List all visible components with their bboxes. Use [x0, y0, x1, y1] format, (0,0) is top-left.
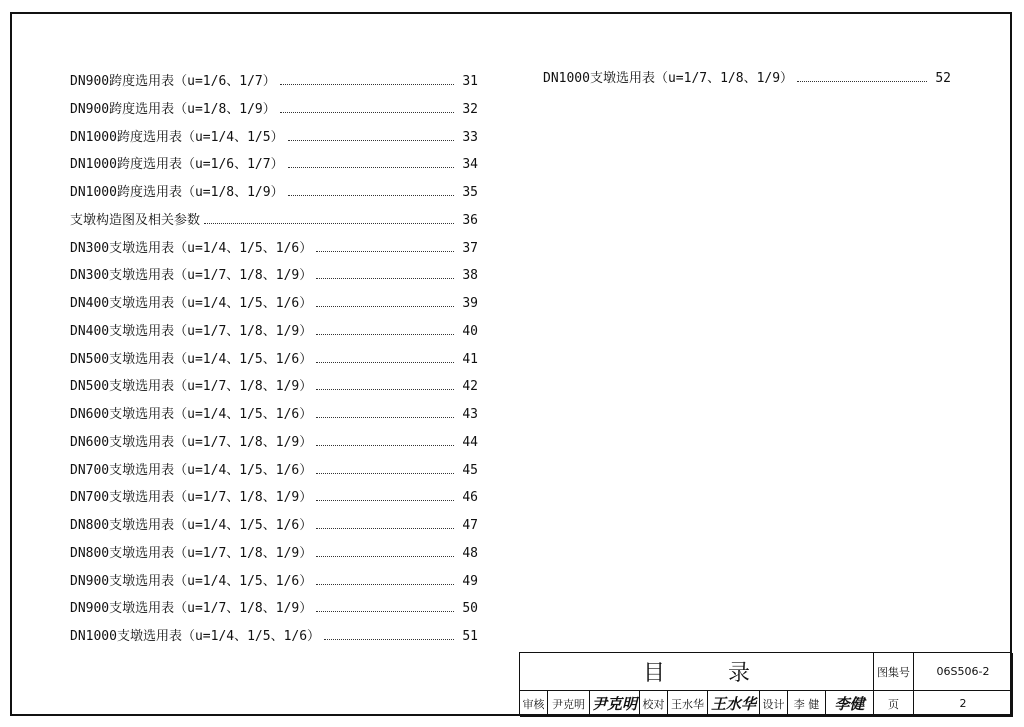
- toc-item-page: 47: [462, 518, 478, 533]
- leader-dots: [797, 81, 927, 82]
- leader-dots: [316, 445, 454, 446]
- toc-item-page: 34: [462, 157, 478, 173]
- toc-item-title: DN800支墩选用表（u=1/4、1/5、1/6）: [70, 518, 313, 533]
- toc-item-title: DN1000跨度选用表（u=1/6、1/7）: [70, 157, 284, 173]
- toc-item-title: 支墩构造图及相关参数: [70, 212, 201, 228]
- toc-item-page: 51: [462, 629, 478, 644]
- toc-item-page: 38: [462, 268, 478, 284]
- toc-item-title: DN600支墩选用表（u=1/7、1/8、1/9）: [70, 434, 313, 450]
- leader-dots: [288, 195, 454, 196]
- design-label: 设计: [760, 691, 788, 717]
- toc-item[interactable]: [70, 597, 478, 617]
- reviewer-name: 尹克明: [548, 691, 590, 717]
- toc-item-page: 35: [462, 185, 478, 200]
- page-label: 页: [874, 691, 914, 717]
- toc-item-page: 37: [462, 240, 478, 256]
- toc-item-title: DN1000跨度选用表（u=1/4、1/5）: [70, 129, 284, 145]
- toc-item[interactable]: [70, 514, 478, 534]
- check-label: 校对: [640, 691, 668, 717]
- toc-item[interactable]: [70, 98, 478, 118]
- toc-item-title: DN400支墩选用表（u=1/4、1/5、1/6）: [70, 296, 313, 311]
- leader-dots: [316, 278, 454, 279]
- toc-item-page: 42: [462, 379, 478, 395]
- leader-dots: [204, 223, 454, 224]
- atlas-number-label: 图集号: [874, 653, 914, 691]
- leader-dots: [316, 556, 454, 557]
- toc-item-title: DN900支墩选用表（u=1/7、1/8、1/9）: [70, 601, 313, 617]
- toc-item[interactable]: [70, 70, 478, 90]
- leader-dots: [280, 84, 454, 85]
- toc-item[interactable]: [70, 348, 478, 368]
- leader-dots: [280, 112, 454, 113]
- toc-item-title: DN800支墩选用表（u=1/7、1/8、1/9）: [70, 545, 313, 561]
- toc-item-page: 31: [462, 74, 478, 89]
- toc-item[interactable]: [70, 264, 478, 284]
- toc-item[interactable]: [70, 431, 478, 451]
- reviewer-signature: 尹克明: [590, 691, 640, 717]
- toc-item-page: 32: [462, 101, 478, 117]
- toc-item-title: DN300支墩选用表（u=1/4、1/5、1/6）: [70, 240, 313, 256]
- toc-item-title: DN900跨度选用表（u=1/6、1/7）: [70, 74, 276, 89]
- toc-item-page: 52: [935, 71, 951, 86]
- atlas-number: 06S506-2: [914, 653, 1013, 691]
- toc-item-page: 45: [462, 462, 478, 478]
- toc-item-page: 49: [462, 573, 478, 589]
- toc-item-title: DN500支墩选用表（u=1/4、1/5、1/6）: [70, 351, 313, 367]
- toc-item-page: 41: [462, 351, 478, 367]
- toc-item-title: DN1000支墩选用表（u=1/7、1/8、1/9）: [543, 71, 794, 86]
- page-number: 2: [914, 691, 1013, 717]
- toc-item-page: 50: [462, 601, 478, 617]
- leader-dots: [316, 306, 454, 307]
- toc-item-title: DN700支墩选用表（u=1/4、1/5、1/6）: [70, 462, 313, 478]
- toc-item[interactable]: [543, 67, 951, 87]
- toc-item-page: 36: [462, 212, 478, 228]
- toc-item-title: DN900跨度选用表（u=1/8、1/9）: [70, 101, 276, 117]
- leader-dots: [316, 500, 454, 501]
- leader-dots: [316, 528, 454, 529]
- toc-item-page: 48: [462, 545, 478, 561]
- title-block: [519, 652, 1012, 716]
- checker-signature: 王水华: [708, 691, 760, 717]
- leader-dots: [316, 417, 454, 418]
- toc-item[interactable]: [70, 126, 478, 146]
- toc-item-title: DN600支墩选用表（u=1/4、1/5、1/6）: [70, 407, 313, 422]
- toc-item-page: 46: [462, 490, 478, 506]
- toc-item-page: 40: [462, 323, 478, 339]
- leader-dots: [316, 584, 454, 585]
- toc-item[interactable]: [70, 375, 478, 395]
- leader-dots: [316, 473, 454, 474]
- toc-item[interactable]: [70, 320, 478, 340]
- leader-dots: [324, 639, 454, 640]
- toc-item-page: 39: [462, 296, 478, 311]
- designer-signature: 李健: [826, 691, 874, 717]
- toc-item[interactable]: [70, 209, 478, 229]
- leader-dots: [288, 167, 454, 168]
- leader-dots: [316, 251, 454, 252]
- toc-item[interactable]: [70, 625, 478, 645]
- toc-item-title: DN1000支墩选用表（u=1/4、1/5、1/6）: [70, 629, 321, 644]
- toc-item-page: 33: [462, 129, 478, 145]
- toc-item[interactable]: [70, 459, 478, 479]
- leader-dots: [288, 140, 454, 141]
- leader-dots: [316, 611, 454, 612]
- toc-item-page: 43: [462, 407, 478, 422]
- toc-item[interactable]: [70, 237, 478, 257]
- toc-item[interactable]: [70, 403, 478, 423]
- review-label: 审核: [520, 691, 548, 717]
- toc-item[interactable]: [70, 153, 478, 173]
- toc-item[interactable]: [70, 181, 478, 201]
- designer-name: 李 健: [788, 691, 826, 717]
- checker-name: 王水华: [668, 691, 708, 717]
- toc-item-title: DN400支墩选用表（u=1/7、1/8、1/9）: [70, 323, 313, 339]
- leader-dots: [316, 334, 454, 335]
- leader-dots: [316, 389, 454, 390]
- toc-item[interactable]: [70, 486, 478, 506]
- drawing-title: 目 录: [520, 653, 874, 691]
- toc-item-title: DN1000跨度选用表（u=1/8、1/9）: [70, 185, 284, 200]
- toc-item-title: DN900支墩选用表（u=1/4、1/5、1/6）: [70, 573, 313, 589]
- toc-item[interactable]: [70, 570, 478, 590]
- toc-item-title: DN500支墩选用表（u=1/7、1/8、1/9）: [70, 379, 313, 395]
- leader-dots: [316, 362, 454, 363]
- toc-item-title: DN700支墩选用表（u=1/7、1/8、1/9）: [70, 490, 313, 506]
- toc-item[interactable]: [70, 292, 478, 312]
- toc-item-page: 44: [462, 434, 478, 450]
- toc-item[interactable]: [70, 542, 478, 562]
- toc-item-title: DN300支墩选用表（u=1/7、1/8、1/9）: [70, 268, 313, 284]
